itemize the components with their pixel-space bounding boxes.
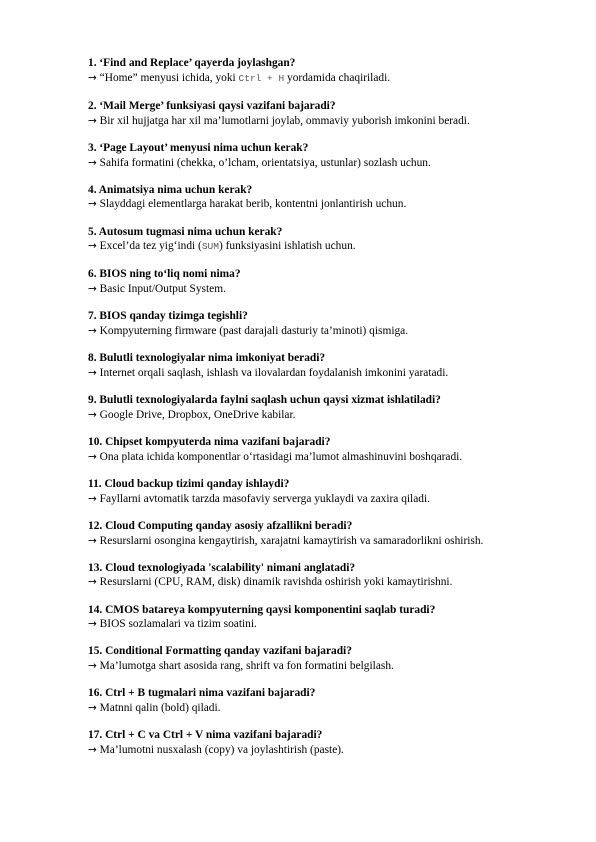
question: 2. ‘Mail Merge’ funksiyasi qaysi vazifani bajaradi? [88,99,336,112]
arrow-icon: → [88,492,97,505]
qa-item-2 [88,99,568,129]
question: 11. Cloud backup tizimi qanday ishlaydi? [88,477,290,490]
qa-item-14 [88,603,568,633]
document-page [88,56,568,770]
answer: → Bir xil hujjatga har xil ma’lumotlarni joylab, ommaviy yuborish imkonini beradi. [88,114,470,127]
answer: → Kompyuterning firmware (past darajali dasturiy ta’minoti) qismiga. [88,325,409,338]
arrow-icon: → [88,660,97,673]
qa-item-17 [88,728,568,758]
question: 10. Chipset kompyuterda nima vazifani bajaradi? [88,436,331,449]
answer: → Basic Input/Output System. [88,283,226,296]
qa-item-10 [88,435,568,465]
question: 12. Cloud Computing qanday asosiy afzallikni beradi? [88,519,353,532]
answer: → Ma’lumotga shart asosida rang, shrift va fon formatini belgilash. [88,660,394,673]
question: 7. BIOS qanday tizimga tegishli? [88,310,248,323]
qa-item-15 [88,644,568,674]
shortcut-code: Ctrl + H [238,72,285,84]
qa-item-9 [88,393,568,423]
question: 13. Cloud texnologiyada 'scalability' nimani anglatadi? [88,561,356,574]
qa-item-11 [88,477,568,507]
arrow-icon: → [88,534,97,547]
answer: → Ma’lumotni nusxalash (copy) va joylashtirish (paste). [88,744,344,757]
question: 6. BIOS ning to‘liq nomi nima? [88,268,241,281]
arrow-icon: → [88,71,97,84]
question: 14. CMOS batareya kompyuterning qaysi komponentini saqlab turadi? [88,603,436,616]
answer: → Resurslarni (CPU, RAM, disk) dinamik ravishda oshirish yoki kamaytirishni. [88,576,453,589]
qa-item-5 [88,225,568,256]
question: 4. Animatsiya nima uchun kerak? [88,183,253,196]
arrow-icon: → [88,240,97,253]
arrow-icon: → [88,114,97,127]
qa-item-12 [88,519,568,549]
function-code: SUM [201,241,219,253]
answer: → Sahifa formatini (chekka, o’lcham, orientatsiya, ustunlar) sozlash uchun. [88,156,431,169]
qa-item-13 [88,561,568,591]
arrow-icon: → [88,325,97,338]
qa-item-6 [88,267,568,297]
answer: → Fayllarni avtomatik tarzda masofaviy serverga yuklaydi va zaxira qiladi. [88,492,430,505]
answer: → “Home” menyusi ichida, yoki Ctrl + H yordamida chaqiriladi. [88,71,391,84]
answer: → Resurslarni osongina kengaytirish, xarajatni kamaytirish va samaradorlikni oshirish. [88,534,484,547]
answer: → BIOS sozlamalari va tizim soatini. [88,618,257,631]
arrow-icon: → [88,198,97,211]
answer: → Matnni qalin (bold) qiladi. [88,702,221,715]
arrow-icon: → [88,744,97,757]
qa-item-4 [88,183,568,213]
question: 17. Ctrl + C va Ctrl + V nima vazifani bajaradi? [88,729,323,742]
arrow-icon: → [88,576,97,589]
arrow-icon: → [88,618,97,631]
arrow-icon: → [88,367,97,380]
answer: → Google Drive, Dropbox, OneDrive kabilar. [88,408,296,421]
qa-item-7 [88,309,568,339]
answer: → Internet orqali saqlash, ishlash va ilovalardan foydalanish imkonini yaratadi. [88,367,449,380]
arrow-icon: → [88,283,97,296]
qa-item-16 [88,686,568,716]
answer: → Ona plata ichida komponentlar o‘rtasidagi ma’lumot almashinuvini boshqaradi. [88,450,463,463]
arrow-icon: → [88,702,97,715]
arrow-icon: → [88,450,97,463]
question: 16. Ctrl + B tugmalari nima vazifani bajaradi? [88,687,316,700]
qa-item-8 [88,351,568,381]
question: 1. ‘Find and Replace’ qayerda joylashgan? [88,57,296,69]
question: 3. ‘Page Layout’ menyusi nima uchun kerak? [88,141,309,154]
qa-item-3 [88,141,568,171]
question: 8. Bulutli texnologiyalar nima imkoniyat beradi? [88,352,326,365]
arrow-icon: → [88,408,97,421]
arrow-icon: → [88,156,97,169]
answer: → Slayddagi elementlarga harakat berib, kontentni jonlantirish uchun. [88,198,407,211]
question: 9. Bulutli texnologiyalarda faylni saqlash uchun qaysi xizmat ishlatiladi? [88,394,441,407]
qa-item-1 [88,56,568,87]
answer: → Excel’da tez yig‘indi (SUM) funksiyasini ishlatish uchun. [88,240,356,253]
question: 15. Conditional Formatting qanday vazifani bajaradi? [88,645,352,658]
question: 5. Autosum tugmasi nima uchun kerak? [88,225,283,238]
